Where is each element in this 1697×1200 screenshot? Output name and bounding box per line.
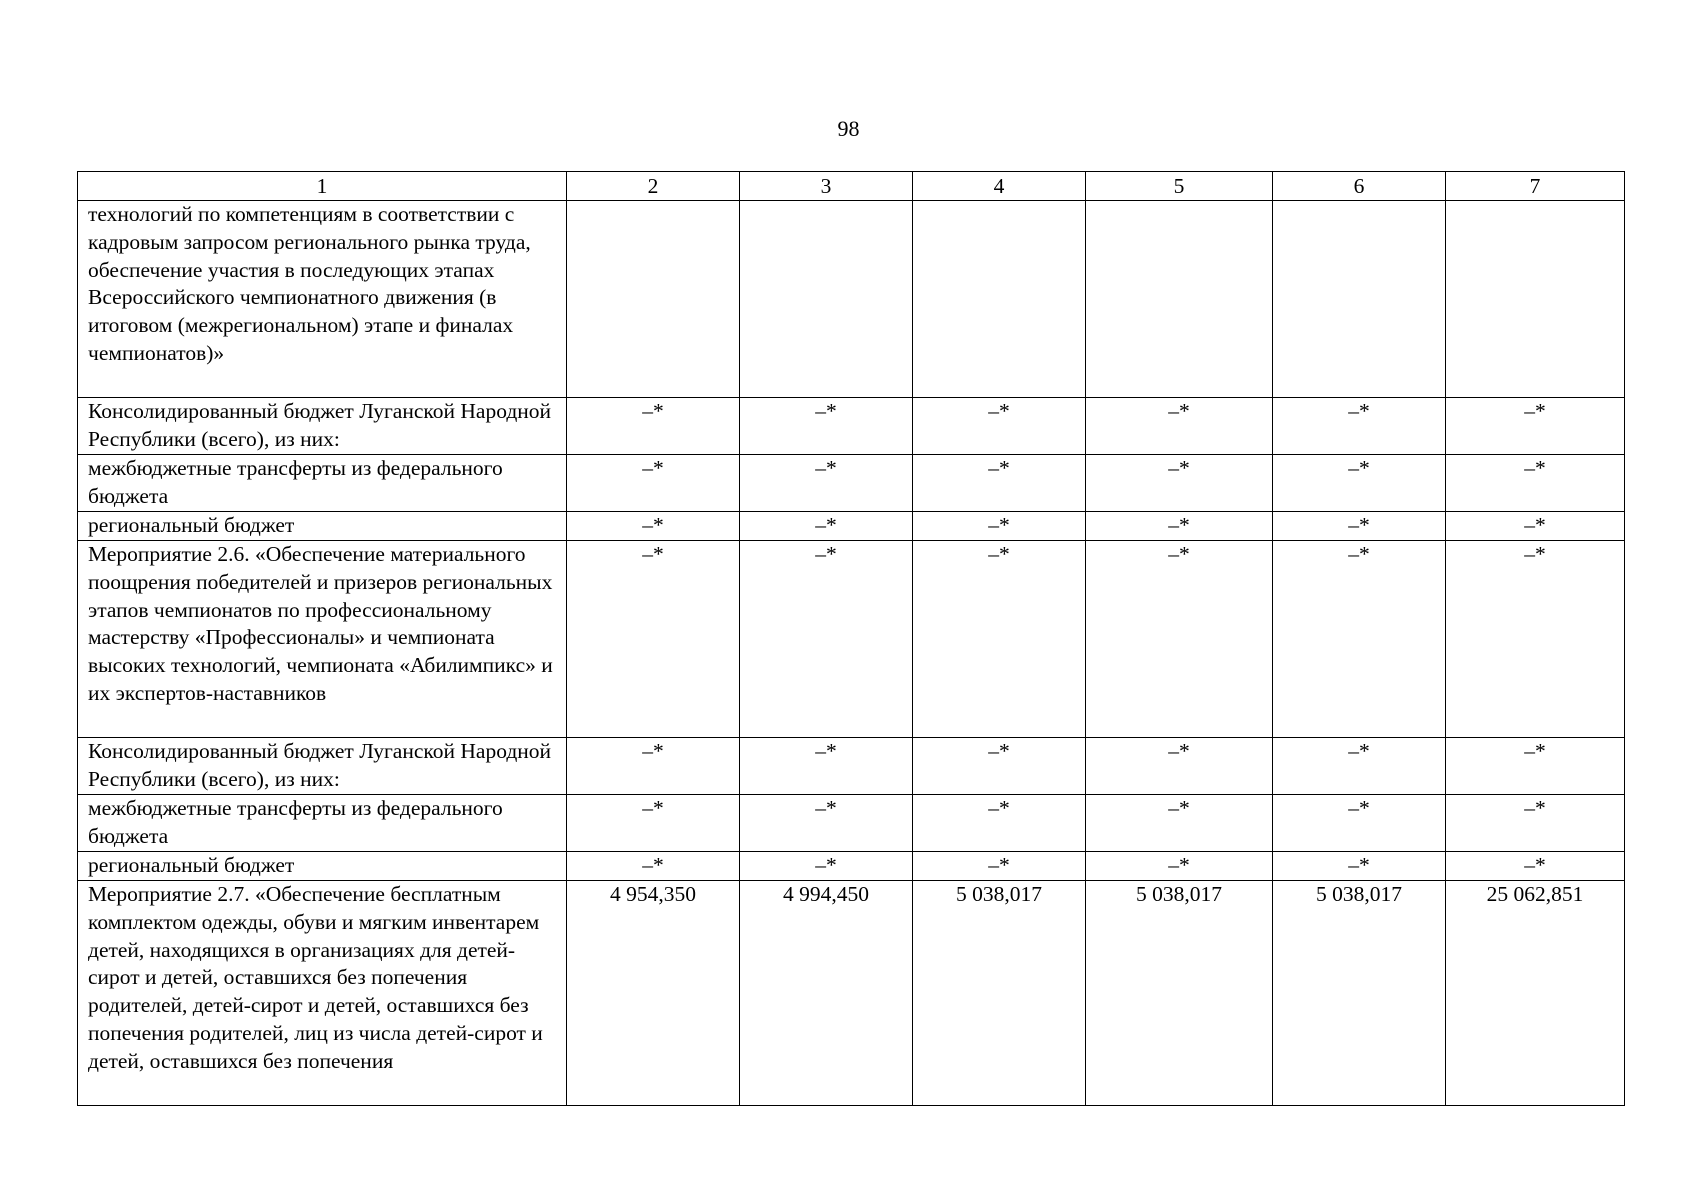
row-value: –* <box>1086 852 1273 881</box>
row-value: –* <box>1446 455 1625 512</box>
row-description: межбюджетные трансферты из федерального бюджета <box>78 795 567 852</box>
row-value: –* <box>567 398 740 455</box>
row-value: –* <box>740 398 913 455</box>
row-value: –* <box>1086 398 1273 455</box>
table-row <box>78 852 1625 881</box>
row-value: –* <box>913 738 1086 795</box>
row-value: –* <box>1273 512 1446 541</box>
row-value: –* <box>913 398 1086 455</box>
row-value: –* <box>740 455 913 512</box>
row-description: Консолидированный бюджет Луганской Народной Республики (всего), из них: <box>78 738 567 795</box>
row-value: 25 062,851 <box>1446 881 1625 1106</box>
row-value: –* <box>567 738 740 795</box>
row-description: региональный бюджет <box>78 512 567 541</box>
row-description: Консолидированный бюджет Луганской Народной Республики (всего), из них: <box>78 398 567 455</box>
table-row <box>78 398 1625 455</box>
row-value: –* <box>567 541 740 738</box>
row-value: –* <box>567 455 740 512</box>
row-value: –* <box>1446 795 1625 852</box>
row-value: 5 038,017 <box>1086 881 1273 1106</box>
row-value: 4 954,350 <box>567 881 740 1106</box>
row-value: –* <box>1446 852 1625 881</box>
table-header-row <box>78 172 1625 201</box>
row-value: –* <box>1273 455 1446 512</box>
table-row <box>78 795 1625 852</box>
row-value <box>1446 201 1625 398</box>
column-header: 4 <box>913 172 1086 201</box>
row-description: межбюджетные трансферты из федерального бюджета <box>78 455 567 512</box>
row-value: –* <box>1273 795 1446 852</box>
row-value <box>913 201 1086 398</box>
row-value <box>740 201 913 398</box>
row-value: –* <box>1273 852 1446 881</box>
row-value <box>1273 201 1446 398</box>
row-value: –* <box>1273 398 1446 455</box>
budget-table <box>77 171 1625 1106</box>
column-header: 3 <box>740 172 913 201</box>
row-value: –* <box>913 512 1086 541</box>
row-value: 5 038,017 <box>913 881 1086 1106</box>
row-value: –* <box>913 852 1086 881</box>
column-header: 6 <box>1273 172 1446 201</box>
row-value: –* <box>1446 738 1625 795</box>
column-header: 5 <box>1086 172 1273 201</box>
row-value: –* <box>740 512 913 541</box>
row-value: –* <box>740 795 913 852</box>
row-value: –* <box>1446 512 1625 541</box>
row-value: –* <box>1446 541 1625 738</box>
row-description: региональный бюджет <box>78 852 567 881</box>
page-number: 98 <box>837 116 860 141</box>
table-row <box>78 541 1625 738</box>
row-value: –* <box>1273 738 1446 795</box>
row-value: –* <box>1086 541 1273 738</box>
table-row <box>78 512 1625 541</box>
row-value: 5 038,017 <box>1273 881 1446 1106</box>
row-value: –* <box>913 455 1086 512</box>
column-header: 1 <box>78 172 567 201</box>
row-description: Мероприятие 2.6. «Обеспечение материального поощрения победителей и призеров региональных этапов чемпионатов по профессиональному мастерству «Профессионалы» и чемпионата высоких технологий, чемпионата «Абилимпикс» и их экспертов-наставников <box>78 541 567 738</box>
row-value: –* <box>1086 795 1273 852</box>
row-description: технологий по компетенциям в соответствии с кадровым запросом регионального рынка труда, обеспечение участия в последующих этапах Всероссийского чемпионатного движения (в итоговом (межрегиональном) этапе и финалах чемпионатов)» <box>78 201 567 398</box>
row-value: –* <box>1086 455 1273 512</box>
row-value: –* <box>740 852 913 881</box>
row-value: –* <box>913 795 1086 852</box>
row-value: –* <box>1273 541 1446 738</box>
row-value <box>567 201 740 398</box>
row-value: –* <box>740 541 913 738</box>
row-value: –* <box>913 541 1086 738</box>
row-value: –* <box>740 738 913 795</box>
row-value: 4 994,450 <box>740 881 913 1106</box>
table-row <box>78 455 1625 512</box>
row-value <box>1086 201 1273 398</box>
row-value: –* <box>1086 738 1273 795</box>
row-value: –* <box>567 795 740 852</box>
row-value: –* <box>567 852 740 881</box>
column-header: 2 <box>567 172 740 201</box>
table-row <box>78 881 1625 1106</box>
row-value: –* <box>1086 512 1273 541</box>
row-description: Мероприятие 2.7. «Обеспечение бесплатным комплектом одежды, обуви и мягким инвентарем детей, находящихся в организациях для детей-сирот и детей, оставшихся без попечения родителей, детей-сирот и детей, оставшихся без попечения родителей, лиц из числа детей-сирот и детей, оставшихся без попечения <box>78 881 567 1106</box>
table-row <box>78 201 1625 398</box>
table-row <box>78 738 1625 795</box>
row-value: –* <box>567 512 740 541</box>
column-header: 7 <box>1446 172 1625 201</box>
row-value: –* <box>1446 398 1625 455</box>
